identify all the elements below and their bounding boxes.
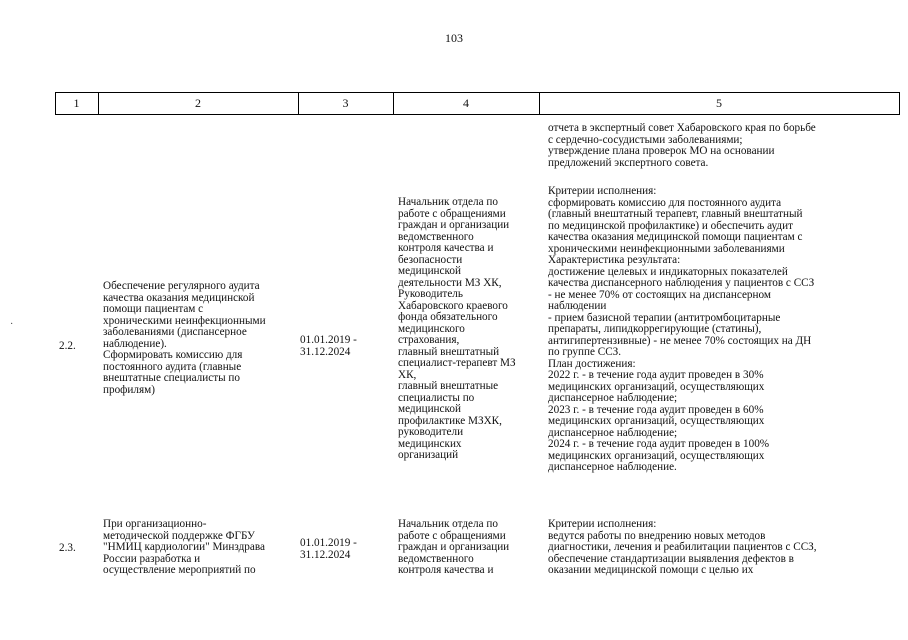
header-col-1: 1 [73, 96, 80, 110]
row-responsible: Начальник отдела по работе с обращениями граждан и организации ведомственного контроля качества и безопасности медицинской деятельности МЗ ХК, Руководитель Хабаровского краевого фонда обязательного медицинского страхования, главный внештатный специалист-терапевт МЗ ХК, главный внештатные специалисты по медицинской профилактике МЗХК, руководители медицинских организаций [398, 196, 516, 461]
plan-table [55, 92, 900, 640]
header-col-3: 3 [342, 96, 349, 110]
scan-mark: · [10, 319, 14, 330]
header-col-2: 2 [195, 96, 201, 110]
page-number: 103 [445, 31, 463, 45]
header-bottom-border [55, 114, 900, 115]
row-task: Обеспечение регулярного аудита качества оказания медицинской помощи пациентам с хроническими неинфекционными заболеваниями (диспансерное наблюдение). Сформировать комиссию для постоянного аудита (главные внештатные специалисты по профилям) [103, 280, 266, 396]
carry-over-text: отчета в экспертный совет Хабаровского края по борьбе с сердечно-сосудистыми заболеваниями; утверждение плана проверок МО на основании предложений экспертного совета. [548, 122, 816, 169]
header-col-4: 4 [463, 96, 469, 110]
row-number: 2.3. [59, 542, 76, 554]
row-dates: 01.01.2019 - 31.12.2024 [300, 537, 357, 561]
row-dates: 01.01.2019 - 31.12.2024 [300, 334, 357, 358]
header-col-5: 5 [716, 96, 722, 110]
row-task: При организационно- методической поддержке ФГБУ "НМИЦ кардиологии" Минздрава России разработка и осуществление мероприятий по [103, 518, 265, 576]
row-number: 2.2. [59, 340, 76, 352]
row-responsible: Начальник отдела по работе с обращениями граждан и организации ведомственного контроля качества и [398, 518, 510, 576]
header-divider [899, 92, 900, 114]
row-criteria: Критерии исполнения: сформировать комиссию для постоянного аудита (главный внештатный терапевт, главный внештатный по медицинской профилактике) и обеспечить аудит качества оказания медицинской помощи пациентам с хроническими неинфекционными заболеваниями Характеристика результата: достижение целевых и индикаторных показателей качества диспансерного наблюдения у пациентов с ССЗ - не менее 70% от состоящих на диспансерном наблюдении - прием базисной терапии (антитромбоцитарные препараты, липидкоррегирующие (статины), антигипертензивные) - не менее 70% состоящих на ДН по группе ССЗ. План достижения: 2022 г. - в течение года аудит проведен в 30% медицинских организаций, осуществляющих диспансерное наблюдение; 2023 г. - в течение года аудит проведен в 60% медицинских организаций, осуществляющих диспансерное наблюдение; 2024 г. - в течение года аудит проведен в 100% медицинских организаций, осуществляющих диспансерное наблюдение. [548, 185, 815, 473]
row-criteria: Критерии исполнения: ведутся работы по внедрению новых методов диагностики, лечения и реабилитации пациентов с ССЗ, обеспечение стандартизации выявления дефектов в оказании медицинской помощи с целью их [548, 518, 817, 576]
